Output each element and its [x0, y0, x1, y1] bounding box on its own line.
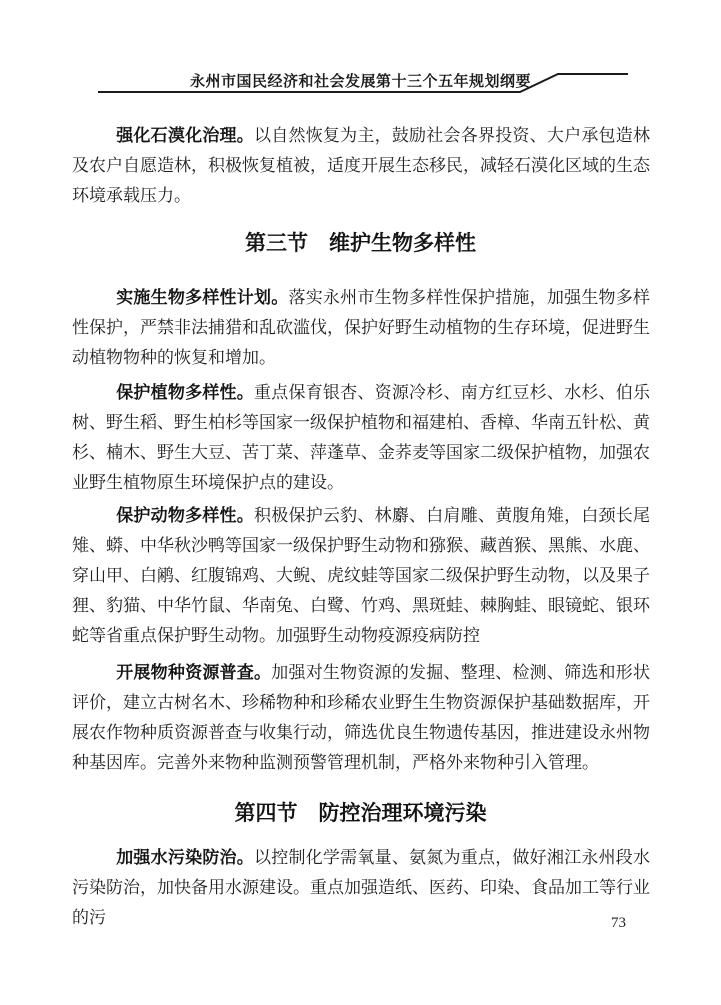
paragraph-water-pollution — [72, 843, 650, 933]
running-header-title: 永州市国民经济和社会发展第十三个五年规划纲要 — [189, 74, 531, 90]
page-number: 73 — [611, 915, 626, 931]
section-heading-3: 第三节 维护生物多样性 — [245, 232, 476, 255]
paragraph-text: 以控制化学需氧量、氨氮为重点，做好湘江永州段水污染防治，加快备用水源建设。重点加强造纸、医药、印染、食品加工等行业的污 — [72, 848, 651, 927]
paragraph-biodiversity-plan — [72, 283, 650, 373]
paragraph-lead: 加强水污染防治。 — [116, 848, 255, 867]
paragraph-lead: 开展物种资源普查。 — [116, 663, 272, 682]
paragraph-lead: 保护动物多样性。 — [116, 506, 255, 525]
paragraph-animal-diversity — [72, 501, 650, 651]
paragraph-text: 落实永州市生物多样性保护措施，加强生物多样性保护，严禁非法捕猎和乱砍滥伐，保护好野生动植物的生存环境，促进野生动植物物种的恢复和增加。 — [72, 288, 651, 367]
paragraph-text: 积极保护云豹、林麝、白肩雕、黄腹角雉，白颈长尾雉、蟒、中华秋沙鸭等国家一级保护野生动物和猕猴、藏酋猴、黑熊、水鹿、穿山甲、白鹇、红腹锦鸡、大鲵、虎纹蛙等国家二级保护野生动物，以及果子狸、豹猫、中华竹鼠、华南兔、白鹭、竹鸡、黑斑蛙、棘胸蛙、眼镜蛇、银环蛇等省重点保护野生动物。加强野生动物疫源疫病防控 — [72, 506, 651, 645]
paragraph-lead: 保护植物多样性。 — [116, 383, 255, 402]
paragraph-lead: 实施生物多样性计划。 — [116, 288, 289, 307]
paragraph-text: 加强对生物资源的发掘、整理、检测、筛选和形状评价，建立古树名木、珍稀物种和珍稀农业野生生物资源保护基础数据库，开展农作物种质资源普查与收集行动，筛选优良生物遗传基因，推进建设永州物种基因库。完善外来物种监测预警管理机制，严格外来物种引入管理。 — [72, 663, 651, 772]
header-rule-line — [0, 60, 721, 105]
paragraph-rocky-desertification — [72, 121, 650, 211]
section-heading-4: 第四节 防控治理环境污染 — [234, 802, 487, 825]
paragraph-species-survey — [72, 658, 650, 778]
paragraph-lead: 强化石漠化治理。 — [116, 126, 255, 145]
paragraph-plant-diversity — [72, 378, 650, 498]
paragraph-text: 重点保育银杏、资源冷杉、南方红豆杉、水杉、伯乐树、野生稻、野生柏杉等国家一级保护植物和福建柏、香樟、华南五针松、黄杉、楠木、野生大豆、苦丁菜、萍蓬草、金荞麦等国家二级保护植物，加强农业野生植物原生环境保护点的建设。 — [72, 383, 651, 492]
paragraph-text: 以自然恢复为主，鼓励社会各界投资、大户承包造林及农户自愿造林，积极恢复植被，适度开展生态移民，减轻石漠化区域的生态环境承载压力。 — [72, 126, 651, 205]
